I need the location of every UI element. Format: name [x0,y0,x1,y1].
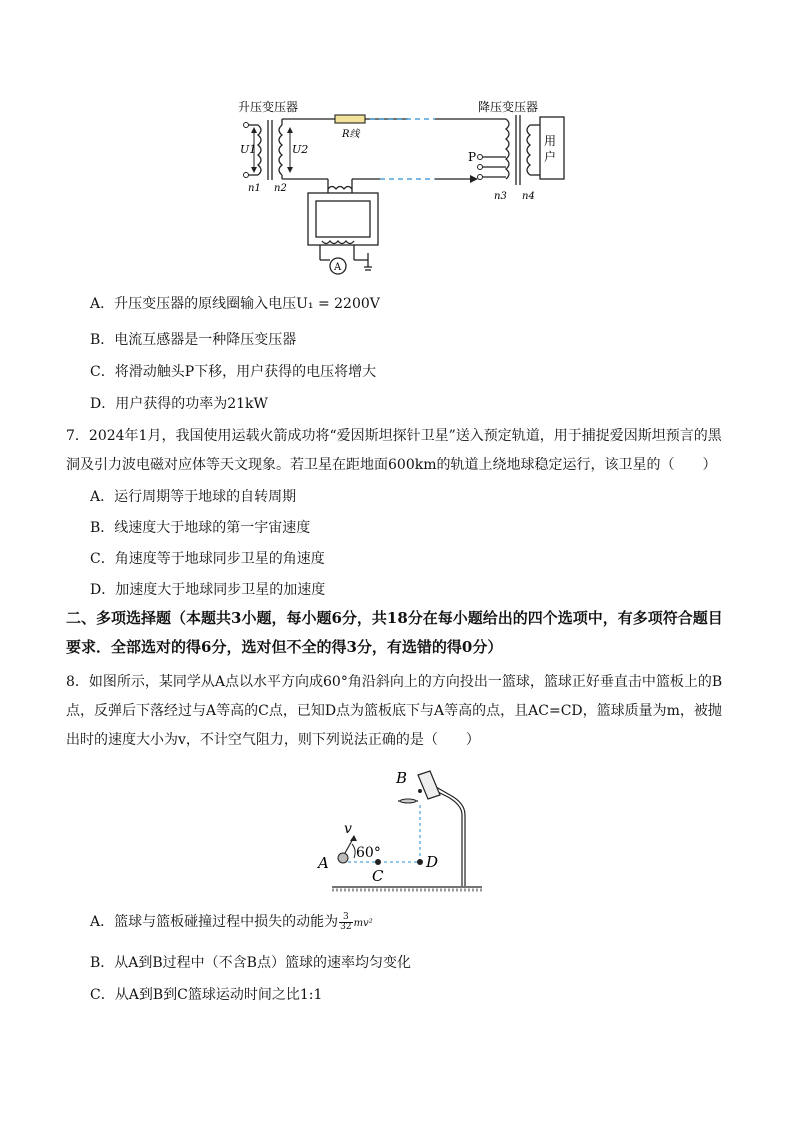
u2-label: U2 [292,143,309,156]
point-d-label: D [426,853,439,871]
section-two-heading: 二、多项选择题（本题共3小题，每小题6分，共18分在每小题给出的四个选项中，有多项符合题目要求．全部选对的得6分，选对但不全的得3分，有选错的得0分） [66,609,723,656]
resistor-label: R线 [342,129,360,140]
q8-option-a-prefix: A．篮球与篮板碰撞过程中损失的动能为 [90,914,339,930]
q8-option-a [90,912,373,934]
q7-option-d: D．加速度大于地球同步卫星的加速度 [90,582,326,598]
fraction-denominator: 32 [340,921,352,932]
velocity-label: v [344,821,352,837]
user-label-2: 户 [544,150,557,164]
basketball-diagram [310,765,490,895]
q8-option-a-suffix: mv² [353,918,373,929]
fraction-numerator: 3 [339,913,352,923]
u1-label: U1 [240,143,257,156]
q8-stem: 8．如图所示，某同学从A点以水平方向成60°角沿斜向上的方向投出一篮球，篮球正好垂直击中篮板上的B点，反弹后下落经过与A等高的C点，已知D点为篮板底下与A等高的点，且AC=CD，篮球质量为m，被抛出时的速度大小为v，不计空气阻力，则下列说法正确的是（ ） [66,674,723,748]
n4-label: n4 [522,191,535,202]
ammeter-label: A [334,262,342,273]
q7-stem: 7．2024年1月，我国使用运载火箭成功将“爱因斯坦探针卫星”送入预定轨道，用于捕捉爱因斯坦预言的黑洞及引力波电磁对应体等天文现象。若卫星在距地面600km的轨道上绕地球稳定运行，该卫星的（ ） [66,428,722,473]
q8-option-b: B．从A到B过程中（不含B点）篮球的速率均匀变化 [90,955,411,971]
q6-option-d: D．用户获得的功率为21kW [90,396,268,412]
user-label: 用 [544,134,557,148]
q6-option-c: C．将滑动触头P下移，用户获得的电压将增大 [90,364,377,380]
q7-option-b: B．线速度大于地球的第一宇宙速度 [90,520,311,536]
transmission-circuit-diagram [230,95,570,280]
slider-p-label: P [468,150,477,164]
point-c-label: C [372,867,384,885]
fraction [339,913,352,932]
n1-label: n1 [248,183,261,194]
n2-label: n2 [274,183,287,194]
q7-option-c: C．角速度等于地球同步卫星的角速度 [90,551,325,567]
q6-option-a: A．升压变压器的原线圈输入电压U₁ = 2200V [90,296,380,312]
q7-option-a: A．运行周期等于地球的自转周期 [90,489,297,505]
n3-label: n3 [494,191,507,202]
angle-label: 60° [356,845,381,861]
q6-option-b: B．电流互感器是一种降压变压器 [90,332,297,348]
point-a-label: A [318,854,329,872]
step-down-transformer-label: 降压变压器 [478,100,539,114]
step-up-transformer-label: 升压变压器 [238,100,299,114]
point-b-label: B [396,769,408,787]
q8-option-c: C．从A到B到C篮球运动时间之比1:1 [90,987,323,1003]
